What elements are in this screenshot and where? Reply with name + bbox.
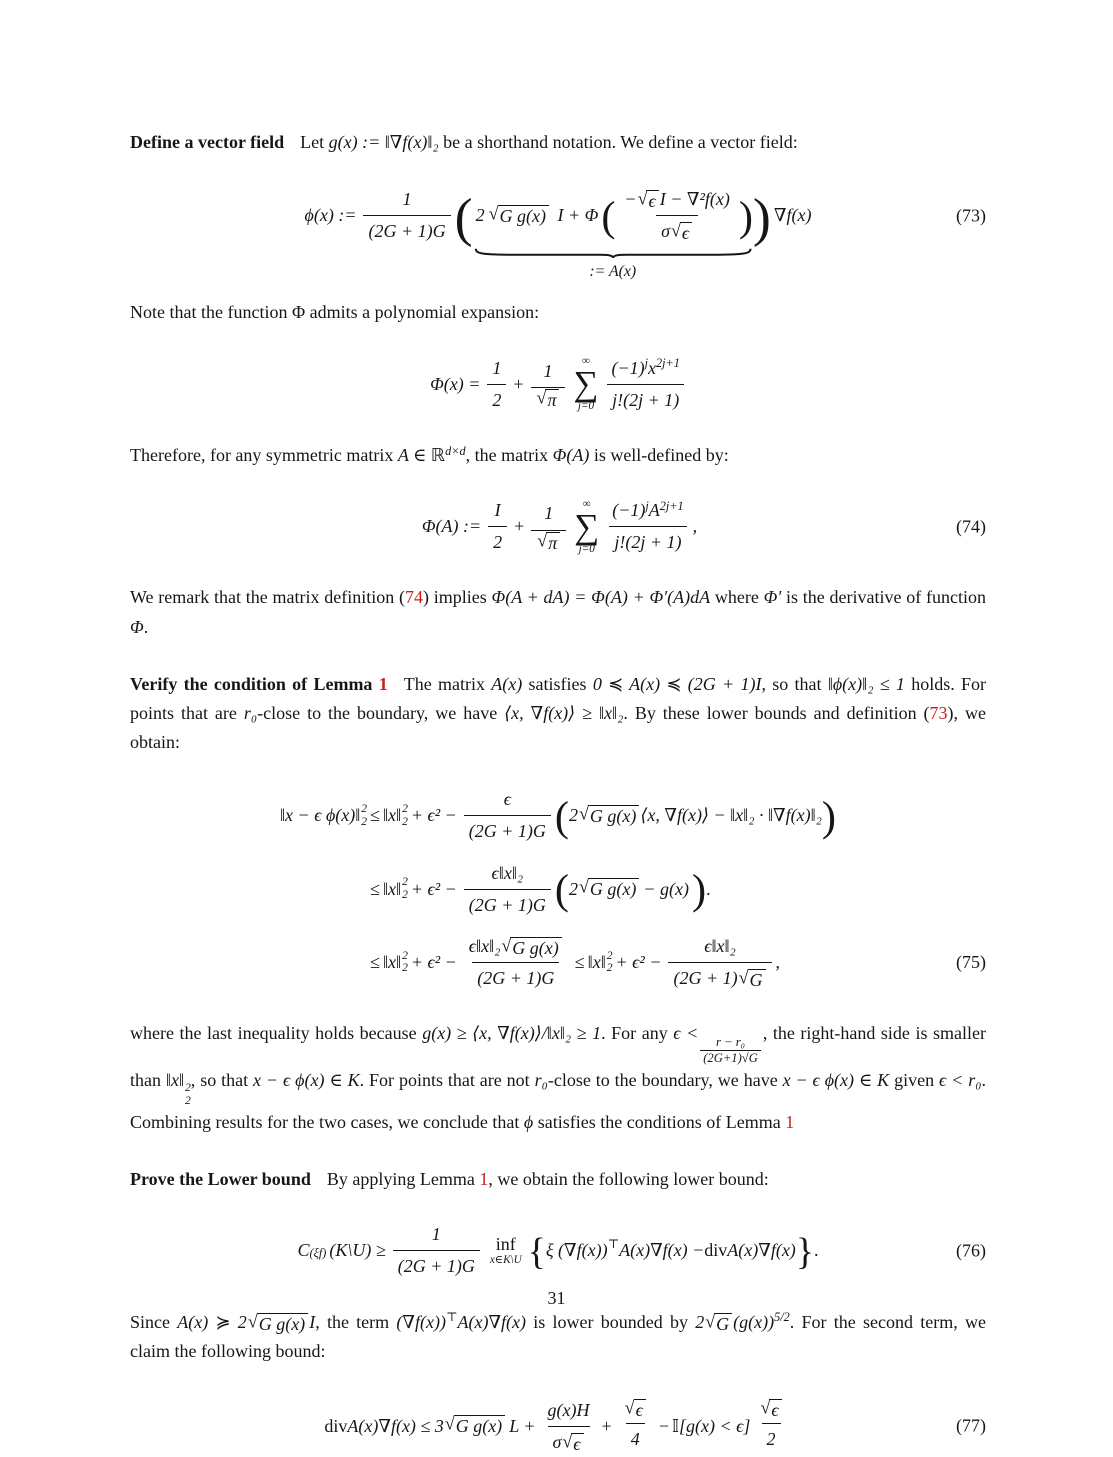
sqrt — [501, 937, 561, 960]
radical-sign: √ — [444, 1413, 455, 1434]
math-run: r₀ — [243, 702, 258, 723]
paragraph-note-expansion — [130, 298, 986, 327]
superscript: 2 — [402, 802, 408, 815]
text-run: holds. For points that are — [130, 673, 986, 723]
radical-sign: √ — [579, 876, 589, 897]
text-run: . For points that are not — [359, 1070, 535, 1091]
radical-sign: √ — [247, 1310, 258, 1331]
radical-sign: √ — [562, 1431, 573, 1452]
math-run: Φ — [130, 616, 144, 637]
math-run: Φ(x) = — [430, 373, 481, 394]
math-run: σ — [552, 1431, 562, 1452]
operator: + — [601, 1415, 612, 1436]
math-run: + ϵ² − — [410, 878, 457, 899]
fraction — [487, 354, 506, 415]
superscript: 2j+1 — [656, 356, 680, 371]
math-run: σ — [661, 221, 670, 242]
inline-fraction — [700, 1035, 761, 1066]
underbrace-group: 2 √ G g(x) I + Φ ( − √ ϵ I − ∇²f(x) σ √ ϵ ) := A(x) — [473, 185, 753, 246]
math-run: + ϵ² − — [410, 951, 457, 972]
radicand: π — [545, 389, 559, 412]
sqrt — [638, 190, 659, 213]
text-run: , so that — [761, 673, 828, 694]
subscript: 2 — [185, 1094, 191, 1107]
frac-num: 1 — [543, 360, 553, 381]
operator-name: div — [704, 1240, 728, 1261]
paragraph-where-last-inequality — [130, 1019, 986, 1137]
radical-sign: √ — [488, 202, 499, 223]
radicand: G g(x) — [588, 878, 639, 901]
math-run: ⟨x, ∇f(x)⟩ ≥ ‖x‖₂ — [504, 702, 624, 723]
superscript: 2j+1 — [659, 498, 684, 513]
frac-den: (2G + 1)G — [363, 215, 450, 246]
radical-sign: √ — [537, 529, 548, 550]
frac-num: r − r₀ — [716, 1035, 745, 1050]
sqrt — [739, 969, 766, 992]
math-run: (K\U) ≥ — [329, 1240, 386, 1261]
math-run: I — [309, 1311, 316, 1332]
fraction — [754, 1399, 787, 1454]
text-run: . For any — [601, 1023, 674, 1044]
equation-77 — [130, 1396, 986, 1457]
underbrace-icon — [473, 248, 753, 258]
equation-line-rhs: ≤ ‖x‖ 2 2 + ϵ² − $\frac{\text{ϵ‖x‖₂}}{(2G + 1)G}$ ( 2 √ G g(x) − g(x) ) . — [367, 859, 836, 920]
text-run: . — [143, 616, 149, 637]
equation-line-rhs — [367, 932, 836, 993]
math-run: 𝕀[g(x) < ϵ] — [671, 1415, 751, 1436]
text-run: Therefore, for any symmetric matrix — [130, 444, 398, 465]
text-run: , so that — [190, 1070, 254, 1091]
math-run: 2 — [695, 1311, 705, 1332]
equation-number: (74) — [956, 516, 986, 537]
frac-den: 2 — [762, 1423, 781, 1454]
frac-den: 4 — [626, 1423, 645, 1454]
math-run: ⟨x, ∇f(x)⟩ − ‖x‖₂ · ‖∇f(x)‖₂ — [640, 805, 822, 826]
paragraph-therefore — [130, 441, 986, 470]
fraction — [619, 1399, 652, 1454]
fraction — [464, 859, 551, 920]
text-run: be a shorthand notation. We define a vector field: — [438, 132, 798, 152]
frac-num: g(x)H — [547, 1399, 590, 1420]
sqrt — [579, 878, 639, 901]
math-run: A(x)∇f(x) − — [619, 1240, 705, 1261]
sqrt — [671, 222, 692, 245]
text-run: , the term — [315, 1311, 397, 1332]
fraction — [464, 785, 551, 846]
infimum — [490, 1235, 522, 1266]
radicand: G — [714, 1313, 732, 1336]
math-run: C — [297, 1240, 310, 1261]
math-run: + ϵ² − — [410, 805, 457, 826]
superscript: 2 — [185, 1082, 191, 1095]
math-run: (−1) — [612, 500, 646, 521]
radical-sign: √ — [637, 188, 648, 209]
sqrt — [760, 1399, 781, 1422]
frac-den: (2G + 1)G — [472, 962, 559, 993]
paragraph-since — [130, 1308, 986, 1366]
math-run: ‖x‖ — [382, 878, 402, 899]
math-run: ‖x − ϵ ϕ(x)‖ — [280, 805, 361, 826]
math-run: 2 — [475, 205, 485, 226]
math-run: + ϵ² − — [615, 951, 662, 972]
text-run: where — [710, 587, 764, 608]
run-in-heading: Verify the condition of Lemma — [130, 673, 379, 694]
run-in-heading: Prove the Lower bound — [130, 1169, 311, 1190]
frac-num: 1 — [492, 357, 502, 378]
inf-lower-limit: x∈K\U — [489, 1254, 522, 1267]
math-run: g(x) := ‖∇f(x)‖₂ — [328, 132, 439, 152]
frac-num — [607, 496, 688, 526]
math-run: r₀ — [534, 1070, 548, 1091]
math-run: I − ∇²f(x) — [659, 189, 730, 210]
radicand: π — [546, 532, 560, 555]
sup-sub-stack — [402, 950, 408, 976]
math-run: A — [648, 500, 660, 521]
page-number: 31 — [547, 1288, 566, 1308]
superscript: 2 — [402, 876, 408, 889]
paragraph-prove-lower-bound — [130, 1165, 986, 1194]
equation-number: (77) — [956, 1415, 986, 1436]
underbrace-label: := A(x) — [589, 263, 637, 281]
relation: ≤ — [574, 951, 585, 972]
radical-sign: √ — [705, 1310, 716, 1331]
radicand: G g(x) — [498, 205, 549, 228]
frac-num: 1 — [544, 503, 554, 524]
ref-lemma-1[interactable]: 1 — [378, 673, 388, 694]
equation-75 — [130, 785, 986, 993]
frac-den: j!(2j + 1) — [607, 384, 684, 415]
text-run: Note that the function Φ admits a polynomial expansion: — [130, 302, 540, 323]
sum-upper-limit: ∞ — [581, 355, 590, 368]
frac-num — [464, 932, 568, 962]
math-run: ‖x‖ — [382, 951, 402, 972]
text-run: where the last inequality holds because — [130, 1023, 423, 1044]
text-run: , the matrix — [465, 444, 553, 465]
math-run: ϕ(x) := — [304, 205, 357, 226]
radicand: ϵ — [769, 1399, 781, 1422]
operator: − — [658, 1415, 669, 1436]
frac-den — [531, 387, 566, 412]
math-run: − — [624, 189, 637, 210]
frac-num: 1 — [431, 1224, 441, 1245]
superscript: j — [644, 356, 649, 371]
subscript: 2 — [361, 815, 368, 828]
math-run: − g(x) — [643, 878, 690, 899]
radicand: ϵ — [646, 190, 658, 213]
ref-eq-74[interactable]: 74 — [404, 587, 423, 608]
fraction — [619, 185, 734, 246]
text-run: is well-defined by: — [589, 444, 729, 465]
punctuation: . — [706, 878, 711, 899]
equation-line-lhs — [280, 801, 367, 830]
math-run: I + Φ — [552, 205, 599, 226]
text-run: . Combining results for the two cases, we conclude that — [130, 1070, 987, 1132]
frac-den: j!(2j + 1) — [609, 526, 686, 557]
paragraph-verify-lemma — [130, 670, 986, 757]
superscript: 2 — [606, 949, 613, 962]
punctuation: . — [813, 1240, 819, 1261]
math-run: ϵ < r₀ — [939, 1070, 982, 1091]
sqrt — [537, 389, 560, 412]
math-run: Φ(A) := — [421, 516, 482, 537]
math-run: x − ϵ ϕ(x) ∈ K — [782, 1070, 890, 1091]
math-run: x — [648, 357, 657, 378]
text-run: Let — [300, 132, 329, 152]
math-run: ‖x‖ — [165, 1070, 185, 1091]
superscript: ⊤ — [607, 1236, 620, 1251]
subscript: 2 — [402, 889, 408, 902]
fraction — [531, 499, 566, 554]
text-run: is lower bounded by — [526, 1311, 696, 1332]
text-run: , we obtain the following lower bound: — [488, 1169, 769, 1190]
math-run: ∇f(x) — [773, 205, 812, 226]
radicand: G g(x) — [588, 805, 639, 828]
sum-lower-limit: j=0 — [577, 400, 595, 413]
frac-den — [656, 215, 698, 246]
radical-sign: √ — [738, 967, 749, 988]
sup-sub-stack — [607, 950, 613, 976]
math-run: A ∈ ℝ — [397, 444, 446, 465]
fraction — [606, 354, 684, 415]
paragraph-define-vector-field — [130, 128, 986, 157]
math-run: Φ(A) — [552, 444, 590, 465]
text-run: -close to the boundary, we have — [547, 1070, 783, 1091]
sqrt — [445, 1415, 505, 1438]
summation — [574, 498, 599, 556]
frac-num — [606, 354, 684, 384]
subscript: 2 — [402, 962, 408, 975]
sigma-icon: ∑ — [573, 364, 599, 404]
equation-76: C (ξf) (K\U) ≥ $\frac{1}{(2G + 1)G}$ inf x∈K\U { ξ (∇f(x)) ⊤ A(x)∇f(x) − div A(x)∇f(x) } . (76) — [130, 1220, 986, 1281]
math-run: (−1) — [611, 357, 645, 378]
text-run: given — [889, 1070, 940, 1091]
equation-73: ϕ(x) := $\frac{1}{(2G + 1)G}$ ( 2 √ G g(x) I + Φ ( − √ ϵ I − ∇²f(x) σ √ ϵ ) := A(x) ) ∇f(x) (73) — [130, 185, 986, 246]
math-run: ϕ — [523, 1111, 534, 1132]
operator: + — [513, 373, 524, 394]
frac-num: 1 — [402, 189, 412, 210]
math-run: A(x)∇f(x) ≤ 3 — [347, 1415, 444, 1436]
superscript: 2 — [361, 802, 368, 815]
frac-num: ϵ‖x‖₂ — [491, 862, 524, 883]
ref-lemma-1[interactable]: 1 — [785, 1111, 795, 1132]
fraction — [488, 496, 507, 557]
math-run: (∇f(x)) — [396, 1311, 446, 1332]
radical-sign: √ — [536, 387, 547, 408]
equation-number: (75) — [956, 951, 986, 972]
sum-lower-limit: j=0 — [578, 542, 595, 555]
radical-sign: √ — [501, 935, 512, 956]
frac-num — [619, 185, 734, 215]
inf-word: inf — [495, 1234, 516, 1255]
text-run: By applying Lemma — [326, 1169, 480, 1190]
math-run: ‖x‖ — [382, 805, 402, 826]
text-run: ), we obtain: — [130, 702, 986, 753]
text-run: . For the second term, we claim the following bound: — [130, 1311, 986, 1361]
text-run: . By these lower bounds and definition ( — [623, 702, 930, 723]
frac-den — [531, 530, 566, 555]
math-run: ξ (∇f(x)) — [545, 1240, 608, 1261]
radicand: G g(x) — [510, 937, 561, 960]
superscript: 5/2 — [774, 1310, 790, 1325]
sqrt — [247, 1310, 308, 1336]
frac-num: ϵ — [503, 789, 511, 810]
frac-num — [619, 1399, 652, 1423]
math-run: (2G + 1) — [673, 967, 738, 988]
radicand: G g(x) — [454, 1415, 505, 1438]
fraction — [393, 1220, 480, 1281]
radical-sign: √ — [579, 802, 589, 823]
relation: ≤ — [370, 805, 380, 826]
math-run: Φ′ — [763, 587, 782, 608]
sigma-icon: ∑ — [574, 506, 600, 546]
math-run: A(x) — [491, 673, 523, 694]
frac-den — [548, 1426, 590, 1457]
math-run: A(x) ≽ 2 — [177, 1311, 247, 1332]
radicand: G — [748, 969, 766, 992]
subscript: (ξf) — [309, 1246, 327, 1261]
fraction — [531, 357, 566, 412]
text-run: The matrix — [403, 673, 492, 694]
math-run: 2 — [569, 878, 579, 899]
text-run: Since — [130, 1311, 178, 1332]
equation-line-rhs: ≤ ‖x‖ 2 2 + ϵ² − $\frac{\epsilon}{(2G + 1)G}$ ( 2 √ G g(x) ⟨x, ∇f(x)⟩ − ‖x‖₂ · ‖∇f(x)‖₂ ) — [367, 785, 836, 846]
run-in-heading: Define a vector field — [130, 132, 285, 152]
text-run: -close to the boundary, we have — [257, 702, 505, 723]
ref-lemma-1[interactable]: 1 — [479, 1169, 489, 1190]
frac-den: (2G + 1)G — [464, 815, 551, 846]
superscript: ⊤ — [445, 1310, 458, 1325]
math-run: A(x)∇f(x) — [457, 1311, 527, 1332]
text-run: , the right-hand side is smaller than — [130, 1023, 987, 1091]
math-run: g(x) ≥ ⟨x, ∇f(x)⟩/‖x‖₂ ≥ 1 — [422, 1023, 602, 1044]
radicand: ϵ — [680, 222, 692, 245]
operator: + — [514, 516, 525, 537]
operator-name: div — [324, 1415, 348, 1436]
summation — [573, 355, 598, 413]
math-run: x − ϵ ϕ(x) ∈ K — [253, 1070, 360, 1091]
subscript: 2 — [606, 962, 613, 975]
superscript: d×d — [445, 443, 466, 458]
math-run: ‖ϕ(x)‖₂ ≤ 1 — [827, 673, 905, 694]
ref-eq-73[interactable]: 73 — [929, 702, 948, 723]
math-run: 0 ≼ A(x) ≼ (2G + 1)I — [592, 673, 762, 694]
sqrt — [488, 202, 549, 228]
radicand: ϵ — [571, 1433, 583, 1456]
math-run: Φ(A + dA) = Φ(A) + Φ′(A)dA — [491, 587, 711, 608]
math-run: ϵ < — [673, 1023, 699, 1044]
subscript: 2 — [402, 815, 408, 828]
radical-sign: √ — [624, 1397, 635, 1418]
equation-phi-expansion — [130, 354, 986, 415]
sqrt — [705, 1310, 732, 1336]
sqrt — [625, 1399, 646, 1422]
sqrt — [579, 802, 639, 828]
equation-number: (76) — [956, 1240, 986, 1261]
radicand: G g(x) — [257, 1313, 308, 1336]
text-run: is the derivative of function — [781, 587, 986, 608]
frac-den: 2 — [487, 384, 506, 415]
frac-den: (2G+1)√G — [700, 1050, 761, 1066]
text-run: ) implies — [422, 587, 492, 608]
equation-number: (73) — [956, 205, 986, 226]
sqrt — [537, 529, 560, 555]
fraction — [668, 932, 771, 993]
radical-sign: √ — [670, 220, 681, 241]
text-run: satisfies — [522, 673, 593, 694]
paragraph-remark — [130, 583, 986, 641]
frac-den: (2G + 1)G — [393, 1250, 480, 1281]
frac-num — [754, 1399, 787, 1423]
frac-num: ϵ‖x‖₂ — [704, 935, 736, 956]
radicand: ϵ — [634, 1399, 646, 1422]
fraction — [464, 932, 568, 993]
fraction — [543, 1396, 595, 1457]
math-run: ‖x‖ — [587, 951, 606, 972]
math-run: A(x)∇f(x) — [727, 1240, 796, 1261]
sum-upper-limit: ∞ — [582, 497, 591, 510]
superscript: 2 — [402, 949, 408, 962]
frac-num: I — [494, 500, 501, 521]
fraction — [607, 496, 688, 557]
fraction — [363, 185, 450, 246]
radical-sign: √ — [760, 1397, 771, 1418]
frac-den: 2 — [488, 526, 507, 557]
superscript: j — [645, 498, 649, 513]
math-run: (g(x)) — [733, 1311, 775, 1332]
math-run: L + — [509, 1415, 536, 1436]
frac-den: (2G + 1)G — [464, 889, 551, 920]
punctuation: , — [692, 516, 698, 537]
equation-74 — [130, 496, 986, 557]
text-run: We remark that the matrix definition ( — [130, 587, 405, 608]
relation: ≤ — [370, 951, 380, 972]
punctuation: , — [775, 951, 781, 972]
text-run: satisfies the conditions of Lemma — [533, 1111, 786, 1132]
math-run: 2 — [569, 805, 579, 826]
sup-sub-stack — [402, 803, 408, 829]
sup-sub-stack — [402, 876, 408, 902]
frac-den — [668, 962, 771, 993]
sqrt — [562, 1433, 583, 1456]
math-run: ϵ‖x‖₂ — [468, 935, 501, 956]
relation: ≤ — [370, 878, 380, 899]
